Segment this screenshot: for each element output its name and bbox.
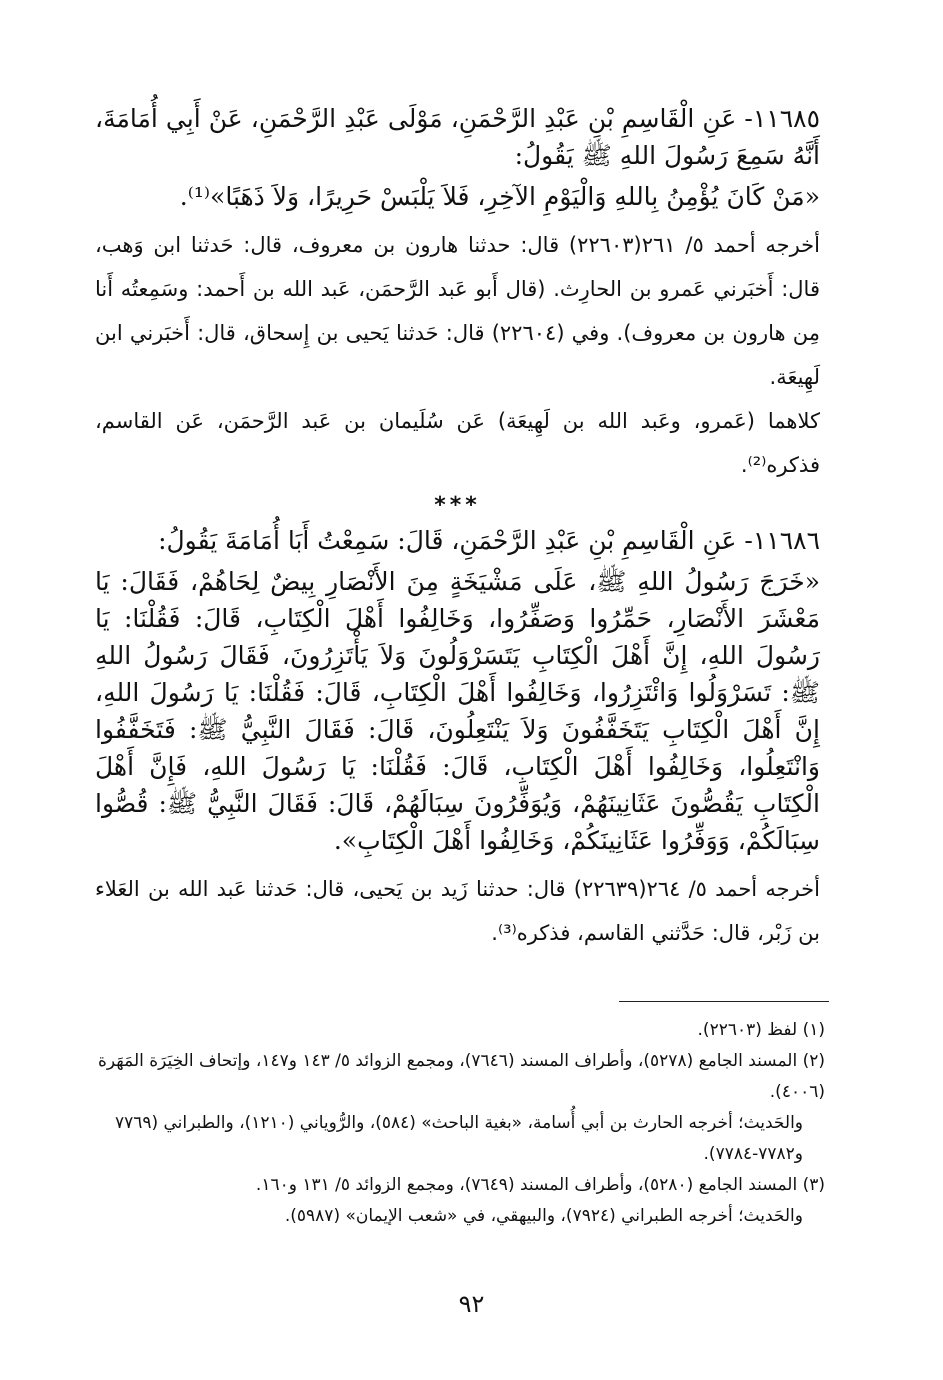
footnote-divider — [619, 1001, 829, 1002]
hadith-11685-intro: ١١٦٨٥- عَنِ الْقَاسِمِ بْنِ عَبْدِ الرَّحْمَنِ، مَوْلَى عَبْدِ الرَّحْمَنِ، عَنْ أَبِي أُمَامَةَ، أَنَّهُ سَمِعَ رَسُولَ اللهِ ﷺ يَقُولُ: — [95, 104, 820, 170]
footnote-2-hadith: والحَديث؛ أخرجه الحارث بن أبي أُسامة، «بغية الباحث» (٥٨٤)، والرُّوياني (١٢١٠)، والطبراني (٧٧٦٩ و٧٧٨٢-٧٧٨٤). — [114, 1113, 803, 1164]
footnote-3: (٣) المسند الجامع (٥٢٨٠)، وأطراف المسند (٧٦٤٩)، ومجمع الزوائد ٥/ ١٣١ و١٦٠. — [255, 1175, 825, 1195]
footnote-1: (١) لفظ (٢٢٦٠٣). — [697, 1020, 825, 1040]
hadith-11685-takhrij: أخرجه أحمد ٥/ ٢٦١(٢٢٦٠٣) قال: حدثنا هارون بن معروف، قال: حَدثنا ابن وَهب، قال: أَخبَرني عَمرو بن الحارِث. (قال أَبو عَبد الرَّحمَن، عَبد الله بن أَحمد: وسَمِعتُه أَنا مِن هارون بن معروف). وفي (٢٢٦٠٤) قال: حَدثنا يَحيى بن إِسحاق، قال: أَخبَرني ابن لَهِيعَة. — [95, 233, 820, 389]
footnote-2: (٢) المسند الجامع (٥٢٧٨)، وأطراف المسند (٧٦٤٦)، ومجمع الزوائد ٥/ ١٤٣ و١٤٧، وإتحاف الخِيَرَة المَهَرة (٤٠٠٦). — [98, 1051, 825, 1102]
hadith-11686-intro: ١١٦٨٦- عَنِ الْقَاسِمِ بْنِ عَبْدِ الرَّحْمَنِ، قَالَ: سَمِعْتُ أَبَا أُمَامَةَ يَقُولُ: — [158, 526, 820, 555]
footnote-3-hadith: والحَديث؛ أخرجه الطبراني (٧٩٢٤)، والبيهقي، في «شعب الإيمان» (٥٩٨٧). — [284, 1206, 803, 1226]
hadith-11686-matn: «خَرَجَ رَسُولُ اللهِ ﷺ، عَلَى مَشْيَخَةٍ مِنَ الأَنْصَارِ بِيضٌ لِحَاهُمْ، فَقَالَ: يَا مَعْشَرَ الأَنْصَارِ، حَمِّرُوا وَصَفِّرُوا، وَخَالِفُوا أَهْلَ الْكِتَابِ، قَالَ: فَقُلْنَا: يَا رَسُولَ اللهِ، إِنَّ أَهْلَ الْكِتَابِ يَتَسَرْوَلُونَ وَلاَ يَأْتَزِرُونَ، فَقَالَ رَسُولُ اللهِ ﷺ: تَسَرْوَلُوا وَائْتَزِرُوا، وَخَالِفُوا أَهْلَ الْكِتَابِ، قَالَ: فَقُلْنَا: يَا رَسُولَ اللهِ، إِنَّ أَهْلَ الْكِتَابِ يَتَخَفَّفُونَ وَلاَ يَنْتَعِلُونَ، قَالَ: فَقَالَ النَّبِيُّ ﷺ: فَتَخَفَّفُوا وَانْتَعِلُوا، وَخَالِفُوا أَهْلَ الْكِتَابِ، قَالَ: فَقُلْنَا: يَا رَسُولَ اللهِ، فَإِنَّ أَهْلَ الْكِتَابِ يَقُصُّونَ عَثَانِينَهُمْ، وَيُوَفِّرُونَ سِبَالَهُمْ، قَالَ: فَقَالَ النَّبِيُّ ﷺ: قُصُّوا سِبَالَكُمْ، وَوَفِّرُوا عَثَانِينَكُمْ، وَخَالِفُوا أَهْلَ الْكِتَابِ». — [95, 567, 820, 855]
page-number: ٩٢ — [458, 1290, 485, 1318]
section-separator: *** — [434, 493, 481, 518]
hadith-11686-takhrij: أخرجه أحمد ٥/ ٢٦٤(٢٢٦٣٩) قال: حدثنا زَيد بن يَحيى، قال: حَدثنا عَبد الله بن العَلاء بن زَبْر، قال: حَدَّثني القاسم، فذكره⁽³⁾. — [95, 877, 820, 945]
hadith-11685-matn: «مَنْ كَانَ يُؤْمِنُ بِاللهِ وَالْيَوْمِ الآخِرِ، فَلاَ يَلْبَسْ حَرِيرًا، وَلاَ ذَهَبًا»⁽¹⁾. — [179, 182, 820, 211]
page-body — [95, 100, 820, 955]
hadith-11685-takhrij-summary: كلاهما (عَمرو، وعَبد الله بن لَهِيعَة) عَن سُلَيمان بن عَبد الرَّحمَن، عَن القاسم، فذكره⁽²⁾. — [95, 409, 820, 477]
footnotes — [95, 1015, 825, 1232]
